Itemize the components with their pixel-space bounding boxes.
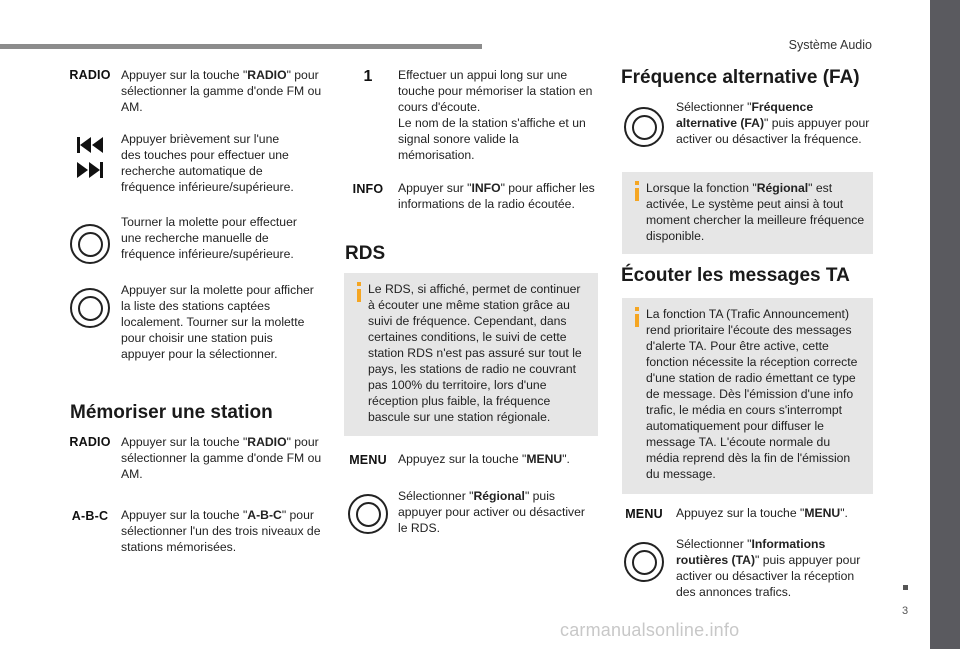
fa-info-text: Lorsque la fonction "Régional" est activée, Le système peut ainsi à tout moment chercher la meilleure fréquence disponible. <box>646 181 865 243</box>
knob-press-icon-wrap <box>64 288 116 328</box>
watermark: carmanualsonline.info <box>560 620 740 640</box>
side-band <box>930 0 960 649</box>
abc-text: Appuyer sur la touche "A-B-C" pour sélectionner l'un des trois niveaux de stations mémorisées. <box>121 508 321 554</box>
fa-info-box <box>622 172 873 254</box>
memoriser-radio-text: Appuyer sur la touche "RADIO" pour sélectionner la gamme d'onde FM ou AM. <box>121 435 322 481</box>
seek-icons <box>64 136 116 179</box>
radio-text: Appuyer sur la touche "RADIO" pour sélectionner la gamme d'onde FM ou AM. <box>121 68 322 114</box>
preset-key-icon: 1 <box>363 68 373 85</box>
fa-knob-wrap <box>618 107 670 147</box>
page-header-title: Système Audio <box>788 38 872 52</box>
rotary-knob-icon <box>624 107 664 147</box>
knob-turn-text: Tourner la molette pour effectuer une recherche manuelle de fréquence inférieure/supérieure. <box>121 215 297 261</box>
rds-title: RDS <box>345 243 386 264</box>
abc-key-icon: A-B-C <box>71 509 109 523</box>
rotary-knob-icon <box>70 288 110 328</box>
info-icon <box>352 281 368 303</box>
memoriser-title: Mémoriser une station <box>70 402 273 423</box>
next-track-icon <box>76 161 104 179</box>
ta-info-text: La fonction TA (Trafic Announcement) rend prioritaire l'écoute des messages d'alerte TA. Pour être active, cette fonction nécessite la réception correcte d'une station de radio émettant ce type de message. Dès l'émission d'une info trafic, le média en cours s'interrompt automatiquement pour diffuser le message TA. L'écoute normale du média reprend dès la fin de l'émission du message. <box>646 307 858 481</box>
menu-key-icon: MENU <box>349 453 387 467</box>
header-rule <box>0 44 482 49</box>
ta-menu-text: Appuyez sur la touche "MENU". <box>676 506 848 520</box>
radio-key-icon: RADIO <box>69 68 111 82</box>
radio-key-icon-2: RADIO <box>69 435 111 449</box>
fa-title: Fréquence alternative (FA) <box>621 67 860 88</box>
info-text: Appuyer sur "INFO" pour afficher les informations de la radio écoutée. <box>398 181 595 211</box>
rds-info-box <box>344 273 598 436</box>
rds-menu-text: Appuyez sur la touche "MENU". <box>398 452 570 466</box>
ta-title: Écouter les messages TA <box>621 265 850 286</box>
ta-menu-key-icon: MENU <box>625 507 663 521</box>
preset-text: Effectuer un appui long sur une touche pour mémoriser la station en cours d'écoute. Le nom de la station s'affiche et un signal sonore valide la mémorisation. <box>398 68 593 162</box>
info-icon <box>630 180 646 202</box>
ta-select-text: Sélectionner "Informations routières (TA)" puis appuyer pour activer ou désactiver la réception des annonces trafics. <box>676 537 861 599</box>
page-marker <box>903 585 908 590</box>
info-key-icon: INFO <box>352 182 384 196</box>
rds-info-text: Le RDS, si affiché, permet de continuer à écouter une même station grâce au suivi de fréquence. Cependant, dans certaines conditions, le suivi de cette station RDS n'est pas assuré sur tout le pays, les stations de radio ne couvrant pas 100% du territoire, lors d'une réception plus faible, la fréquence bascule sur une station régionale. <box>368 282 582 424</box>
fa-select-text: Sélectionner "Fréquence alternative (FA)" puis appuyer pour activer ou désactiver la fréquence. <box>676 100 870 146</box>
rotary-knob-icon <box>624 542 664 582</box>
regional-knob-wrap <box>342 494 394 534</box>
rotary-knob-icon <box>348 494 388 534</box>
knob-turn-icon-wrap <box>64 224 116 264</box>
page-number: 3 <box>902 605 909 617</box>
ta-knob-wrap <box>618 542 670 582</box>
knob-press-text: Appuyer sur la molette pour afficher la liste des stations captées localement. Tourner sur la molette pour choisir une station puis appuyer pour la sélectionner. <box>121 283 314 361</box>
rotary-knob-icon <box>70 224 110 264</box>
info-icon <box>630 306 646 328</box>
ta-info-box <box>622 298 873 494</box>
seek-text: Appuyer brièvement sur l'une des touches pour effectuer une recherche automatique de fréquence inférieure/supérieure. <box>121 132 294 194</box>
previous-track-icon <box>76 136 104 154</box>
regional-text: Sélectionner "Régional" puis appuyer pour activer ou désactiver le RDS. <box>398 489 585 535</box>
